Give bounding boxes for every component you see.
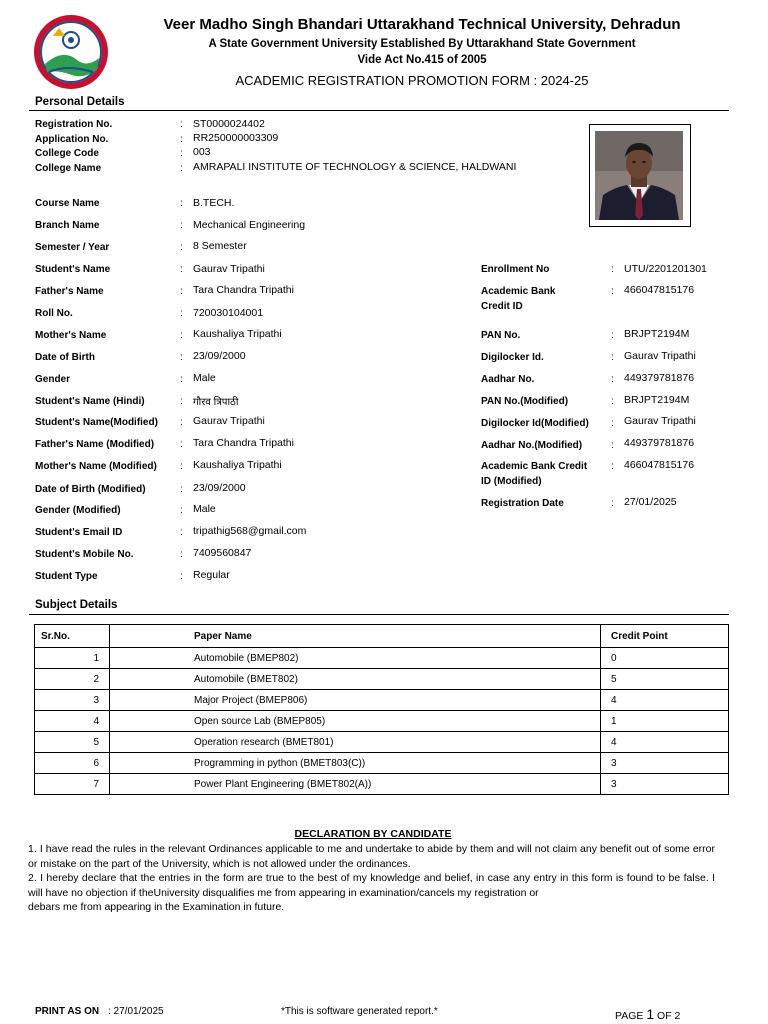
gender-modified-value: Male	[193, 503, 216, 515]
student-name-modified-value: Gaurav Tripathi	[193, 415, 265, 427]
paper-name-cell: Operation research (BMET801)	[110, 732, 601, 753]
college-code-value: 003	[193, 146, 211, 158]
paper-name-cell: Programming in python (BMET803(C))	[110, 753, 601, 774]
colon: :	[180, 527, 183, 538]
colon: :	[180, 220, 183, 231]
roll-no-label: Roll No.	[35, 308, 73, 319]
pan-no-value: BRJPT2194M	[624, 328, 690, 340]
colon: :	[611, 396, 614, 407]
colon: :	[611, 461, 614, 472]
colon: :	[180, 461, 183, 472]
course-name-value: B.TECH.	[193, 197, 235, 209]
enrollment-no-label: Enrollment No	[481, 264, 550, 275]
sr-no-cell: 4	[35, 711, 110, 732]
colon: :	[180, 439, 183, 450]
paper-name-cell: Major Project (BMEP806)	[110, 690, 601, 711]
table-header-row	[35, 625, 729, 648]
abc-id-label: Academic Bank Credit ID	[481, 286, 556, 312]
colon: :	[180, 396, 183, 407]
mobile-value: 7409560847	[193, 547, 252, 559]
sr-no-cell: 7	[35, 774, 110, 795]
credit-cell: 1	[601, 711, 729, 732]
email-label: Student's Email ID	[35, 527, 123, 538]
mother-name-modified-label: Mother's Name (Modified)	[35, 461, 157, 472]
dob-label: Date of Birth	[35, 352, 95, 363]
colon: :	[180, 308, 183, 319]
aadhar-modified-value: 449379781876	[624, 437, 695, 449]
colon: :	[180, 242, 183, 253]
enrollment-no-value: UTU/2201201301	[624, 263, 707, 275]
father-name-label: Father's Name	[35, 286, 104, 297]
abc-id-value: 466047815176	[624, 284, 695, 296]
registration-date-label: Registration Date	[481, 498, 564, 509]
colon: :	[180, 119, 183, 130]
table-row	[35, 690, 729, 711]
student-name-hindi-value: गौरव त्रिपाठी	[193, 397, 239, 408]
declaration-title: DECLARATION BY CANDIDATE	[294, 828, 452, 840]
university-subtitle: A State Government University Established By Uttarakhand State Government	[208, 38, 636, 50]
dob-value: 23/09/2000	[193, 350, 246, 362]
sr-no-cell: 5	[35, 732, 110, 753]
digilocker-label: Digilocker Id.	[481, 352, 544, 363]
credit-cell: 0	[601, 648, 729, 669]
divider	[29, 614, 729, 615]
registration-date-value: 27/01/2025	[624, 496, 677, 508]
colon: :	[611, 498, 614, 509]
father-name-value: Tara Chandra Tripathi	[193, 284, 294, 296]
course-name-label: Course Name	[35, 198, 100, 209]
credit-cell: 4	[601, 732, 729, 753]
sr-no-cell: 2	[35, 669, 110, 690]
header-credit-point: Credit Point	[601, 625, 729, 648]
paper-name-cell: Open source Lab (BMEP805)	[110, 711, 601, 732]
aadhar-label: Aadhar No.	[481, 374, 535, 385]
college-name-label: College Name	[35, 163, 102, 174]
student-photo-frame	[589, 124, 691, 227]
colon: :	[180, 484, 183, 495]
university-logo	[33, 14, 109, 90]
pan-modified-value: BRJPT2194M	[624, 394, 690, 406]
mother-name-modified-value: Kaushaliya Tripathi	[193, 459, 282, 471]
application-no-label: Application No.	[35, 134, 109, 145]
colon: :	[180, 163, 183, 174]
header-sr-no: Sr.No.	[35, 625, 110, 648]
declaration-para-2: 2. I hereby declare that the entries in the form are true to the best of my knowledge and belief, in case any entry in this form is found to be false. I will have no objection if theUniversity disqualifies me from appearing in examination/cancels my registration or	[28, 872, 715, 899]
sr-no-cell: 1	[35, 648, 110, 669]
page-number: 1	[646, 1006, 655, 1022]
student-photo	[595, 131, 683, 220]
student-name-label: Student's Name	[35, 264, 111, 275]
gender-value: Male	[193, 372, 216, 384]
student-name-modified-label: Student's Name(Modified)	[35, 417, 158, 428]
colon: :	[180, 549, 183, 560]
registration-no-label: Registration No.	[35, 119, 113, 130]
print-as-on-label: PRINT AS ON	[35, 1006, 100, 1017]
paper-name-cell: Power Plant Engineering (BMET802(A))	[110, 774, 601, 795]
divider	[29, 110, 729, 111]
colon: :	[180, 148, 183, 159]
colon: :	[180, 352, 183, 363]
colon: :	[611, 264, 614, 275]
credit-cell: 4	[601, 690, 729, 711]
branch-name-value: Mechanical Engineering	[193, 219, 306, 231]
gender-label: Gender	[35, 374, 71, 385]
colon: :	[180, 417, 183, 428]
gender-modified-label: Gender (Modified)	[35, 505, 121, 516]
college-code-label: College Code	[35, 148, 99, 159]
table-row	[35, 711, 729, 732]
credit-cell: 3	[601, 774, 729, 795]
abc-id-modified-label: Academic Bank Credit ID (Modified)	[481, 461, 588, 487]
application-no-value: RR250000003309	[193, 132, 279, 144]
digilocker-modified-value: Gaurav Tripathi	[624, 415, 696, 427]
colon: :	[180, 286, 183, 297]
registration-no-value: ST0000024402	[193, 118, 265, 130]
page-indicator	[615, 1006, 680, 1022]
declaration-para-1: 1. I have read the rules in the relevant Ordinances applicable to me and undertake to abide by them and will not claim any benefit out of some error or mistake on the part of the University, which is not allowed under the ordinances.	[28, 843, 715, 870]
college-name-value: AMRAPALI INSTITUTE OF TECHNOLOGY & SCIENCE, HALDWANI	[193, 161, 517, 173]
semester-value: 8 Semester	[193, 240, 247, 252]
colon: :	[180, 374, 183, 385]
colon: :	[180, 571, 183, 582]
subjects-table	[34, 624, 729, 795]
colon: :	[611, 440, 614, 451]
paper-name-cell: Automobile (BMEP802)	[110, 648, 601, 669]
paper-name-cell: Automobile (BMET802)	[110, 669, 601, 690]
colon: :	[180, 505, 183, 516]
colon: :	[611, 418, 614, 429]
header-paper-name: Paper Name	[110, 625, 601, 648]
student-type-value: Regular	[193, 569, 230, 581]
semester-label: Semester / Year	[35, 242, 110, 253]
sr-no-cell: 6	[35, 753, 110, 774]
credit-cell: 3	[601, 753, 729, 774]
student-name-value: Gaurav Tripathi	[193, 263, 265, 275]
page-label: PAGE	[615, 1010, 644, 1022]
software-note: *This is software generated report.*	[281, 1006, 438, 1017]
print-date: : 27/01/2025	[108, 1006, 164, 1017]
table-row	[35, 753, 729, 774]
declaration-para-3: debars me from appearing in the Examination in future.	[28, 901, 285, 913]
colon: :	[180, 198, 183, 209]
table-row	[35, 648, 729, 669]
sr-no-cell: 3	[35, 690, 110, 711]
page-of: OF 2	[657, 1010, 681, 1022]
pan-modified-label: PAN No.(Modified)	[481, 396, 569, 407]
colon: :	[180, 330, 183, 341]
table-row	[35, 774, 729, 795]
form-title: ACADEMIC REGISTRATION PROMOTION FORM : 2024-25	[235, 73, 589, 88]
aadhar-value: 449379781876	[624, 372, 695, 384]
dob-modified-label: Date of Birth (Modified)	[35, 484, 146, 495]
mother-name-value: Kaushaliya Tripathi	[193, 328, 282, 340]
colon: :	[611, 374, 614, 385]
table-row	[35, 732, 729, 753]
section-subjects-title: Subject Details	[35, 599, 118, 611]
credit-cell: 5	[601, 669, 729, 690]
colon: :	[180, 264, 183, 275]
university-name: Veer Madho Singh Bhandari Uttarakhand Technical University, Dehradun	[163, 16, 681, 33]
digilocker-modified-label: Digilocker Id(Modified)	[481, 418, 589, 429]
colon: :	[611, 330, 614, 341]
table-row	[35, 669, 729, 690]
dob-modified-value: 23/09/2000	[193, 482, 246, 494]
mobile-label: Student's Mobile No.	[35, 549, 134, 560]
colon: :	[611, 352, 614, 363]
father-name-modified-value: Tara Chandra Tripathi	[193, 437, 294, 449]
digilocker-value: Gaurav Tripathi	[624, 350, 696, 362]
roll-no-value: 720030104001	[193, 307, 264, 319]
act-number: Vide Act No.415 of 2005	[357, 54, 487, 66]
abc-id-modified-value: 466047815176	[624, 459, 695, 471]
student-name-hindi-label: Student's Name (Hindi)	[35, 396, 145, 407]
pan-no-label: PAN No.	[481, 330, 521, 341]
mother-name-label: Mother's Name	[35, 330, 107, 341]
colon: :	[180, 134, 183, 145]
email-value: tripathig568@gmail.com	[193, 525, 307, 537]
father-name-modified-label: Father's Name (Modified)	[35, 439, 155, 450]
aadhar-modified-label: Aadhar No.(Modified)	[481, 440, 583, 451]
branch-name-label: Branch Name	[35, 220, 100, 231]
colon: :	[611, 286, 614, 297]
section-personal-title: Personal Details	[35, 96, 125, 108]
student-type-label: Student Type	[35, 571, 98, 582]
